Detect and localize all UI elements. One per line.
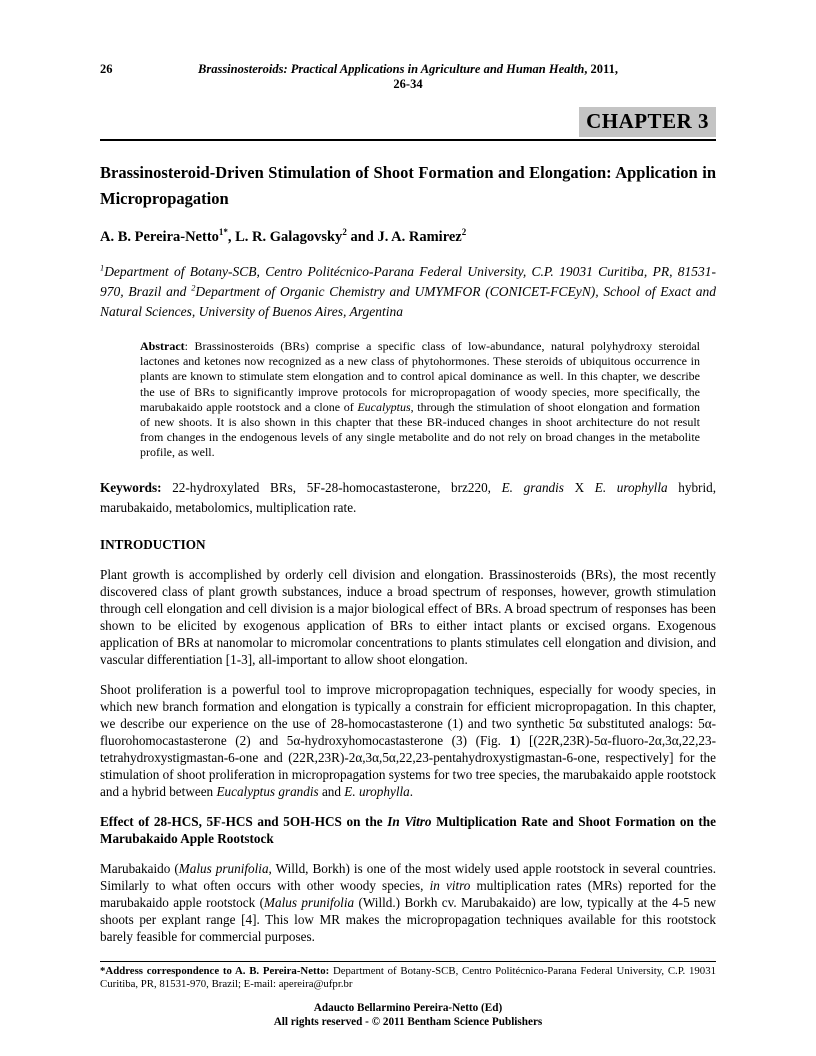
intro-paragraph-2: Shoot proliferation is a powerful tool to improve micropropagation techniques, especially for woody species, in which new branch formation and elongation is typically a constrain for efficient micropropagation. In this chapter, we describe our experience on the use of 28-homocastasterone (1) and two synthetic 5α substituted analogs: 5α-fluorohomocastasterone (2) and 5α-hydroxyhomocastasterone (3) (Fig. 1) [(22R,23R)-5α-fluoro-2α,3α,22,23-tetrahydroxystigmastan-6-one and (22R,23R)-2α,3α,5α,22,23-pentahydroxystigmastan-6-one, respectively] for the stimulation of shoot proliferation in micropropagation systems for two tree species, the marubakaido apple rootstock and a hybrid between Eucalyptus grandis and E. urophylla. xyxy=(100,681,717,799)
authors-line: A. B. Pereira-Netto$^{1*}$, L. R. Galagovsky$^2$ and J. A. Ramirez$^2$ xyxy=(100,227,467,245)
page-number: 26 xyxy=(100,62,113,76)
marubakaido-paragraph: Marubakaido (Malus prunifolia, Willd, Borkh) is one of the most widely used apple rootstock in several countries. Similarly to what often occurs with other woody species, in vitro multiplication rates (MRs) reported for the marubakaido apple rootstock (Malus prunifolia (Willd.) Borkh cv. Marubakaido) are low, typically at the 4-5 new shoots per explant range [4]. This low MR makes the micropropagation techniques available for this rootstock barely feasible for commercial purposes. xyxy=(100,860,717,944)
affiliation: $^1$Department of Botany-SCB, Centro Politécnico-Parana Federal University, C.P. 19031 Curitiba, PR, 81531-970, Brazil and $^2$Department of Organic Chemistry and UMYMFOR (CONICET-FCEyN), School of Exact and Natural Sciences, University of Buenos Aires, Argentina xyxy=(100,263,716,319)
subsection-heading-effect: Effect of 28-HCS, 5F-HCS and 5OH-HCS on the In Vitro Multiplication Rate and Shoot Formation on the Marubakaido Apple Rootstock xyxy=(100,813,716,846)
footnote-rule xyxy=(100,961,716,962)
section-heading-introduction: INTRODUCTION xyxy=(100,536,206,552)
editor-line: Adaucto Bellarmino Pereira-Netto (Ed) xyxy=(313,1001,503,1014)
chapter-row xyxy=(100,107,716,137)
chapter-badge: CHAPTER 3 xyxy=(579,107,716,137)
abstract: Abstract: Brassinosteroids (BRs) comprise a specific class of low-abundance, natural polyhydroxy steroidal lactones and ketones now recognized as a new class of phytohormones. These steroids of ubiquitous occurrence in plants are known to stimulate stem elongation and to control apical dominance as well. In this chapter, we describe the use of BRs to significantly improve protocols for micropropagation of woody species, more specifically, the marubakaido apple rootstock and a clone of Eucalyptus, through the stimulation of shoot elongation and formation of new shoots. It is also shown in this chapter that these BR-induced changes in shoot architecture do not result from changes in the endogenous levels of any single metabolite and do not rely on broad changes in the metabolite profile, as well. xyxy=(140,339,700,460)
intro-paragraph-1: Plant growth is accomplished by orderly cell division and elongation. Brassinosteroids (BRs), the most recently discovered class of plant growth substances, induce a broad spectrum of responses, however, growth stimulation through cell elongation and cell division is a major biological effect of BRs. A broad spectrum of responses has been shown to be elicited by exogenous application of BRs to either intact plants or excised organs. Exogenous application of BRs at nanomolar to micromolar concentrations to plants stimulates cell elongation and division, and vascular differentiation [1-3], all-important to allow shoot elongation. xyxy=(100,566,716,667)
correspondence-note: *Address correspondence to A. B. Pereira-Netto: Department of Botany-SCB, Centro Politécnico-Parana Federal University, C.P. 19031 Curitiba, PR, 81531-970, Brazil; E-mail: apereira@ufpr.br xyxy=(100,964,716,991)
keywords: Keywords: 22-hydroxylated BRs, 5F-28-homocastasterone, brz220, E. grandis X E. urophylla hybrid, marubakaido, metabolomics, multiplication rate. xyxy=(100,479,716,515)
copyright-line: All rights reserved - © 2011 Bentham Science Publishers xyxy=(273,1016,543,1029)
running-title: Brassinosteroids: Practical Applications in Agriculture and Human Health, 2011, 26-34 xyxy=(198,62,618,91)
header-rule xyxy=(100,139,716,141)
running-head xyxy=(100,62,716,92)
article-title: Brassinosteroid-Driven Stimulation of Shoot Formation and Elongation: Application in Micropropagation xyxy=(100,163,716,208)
